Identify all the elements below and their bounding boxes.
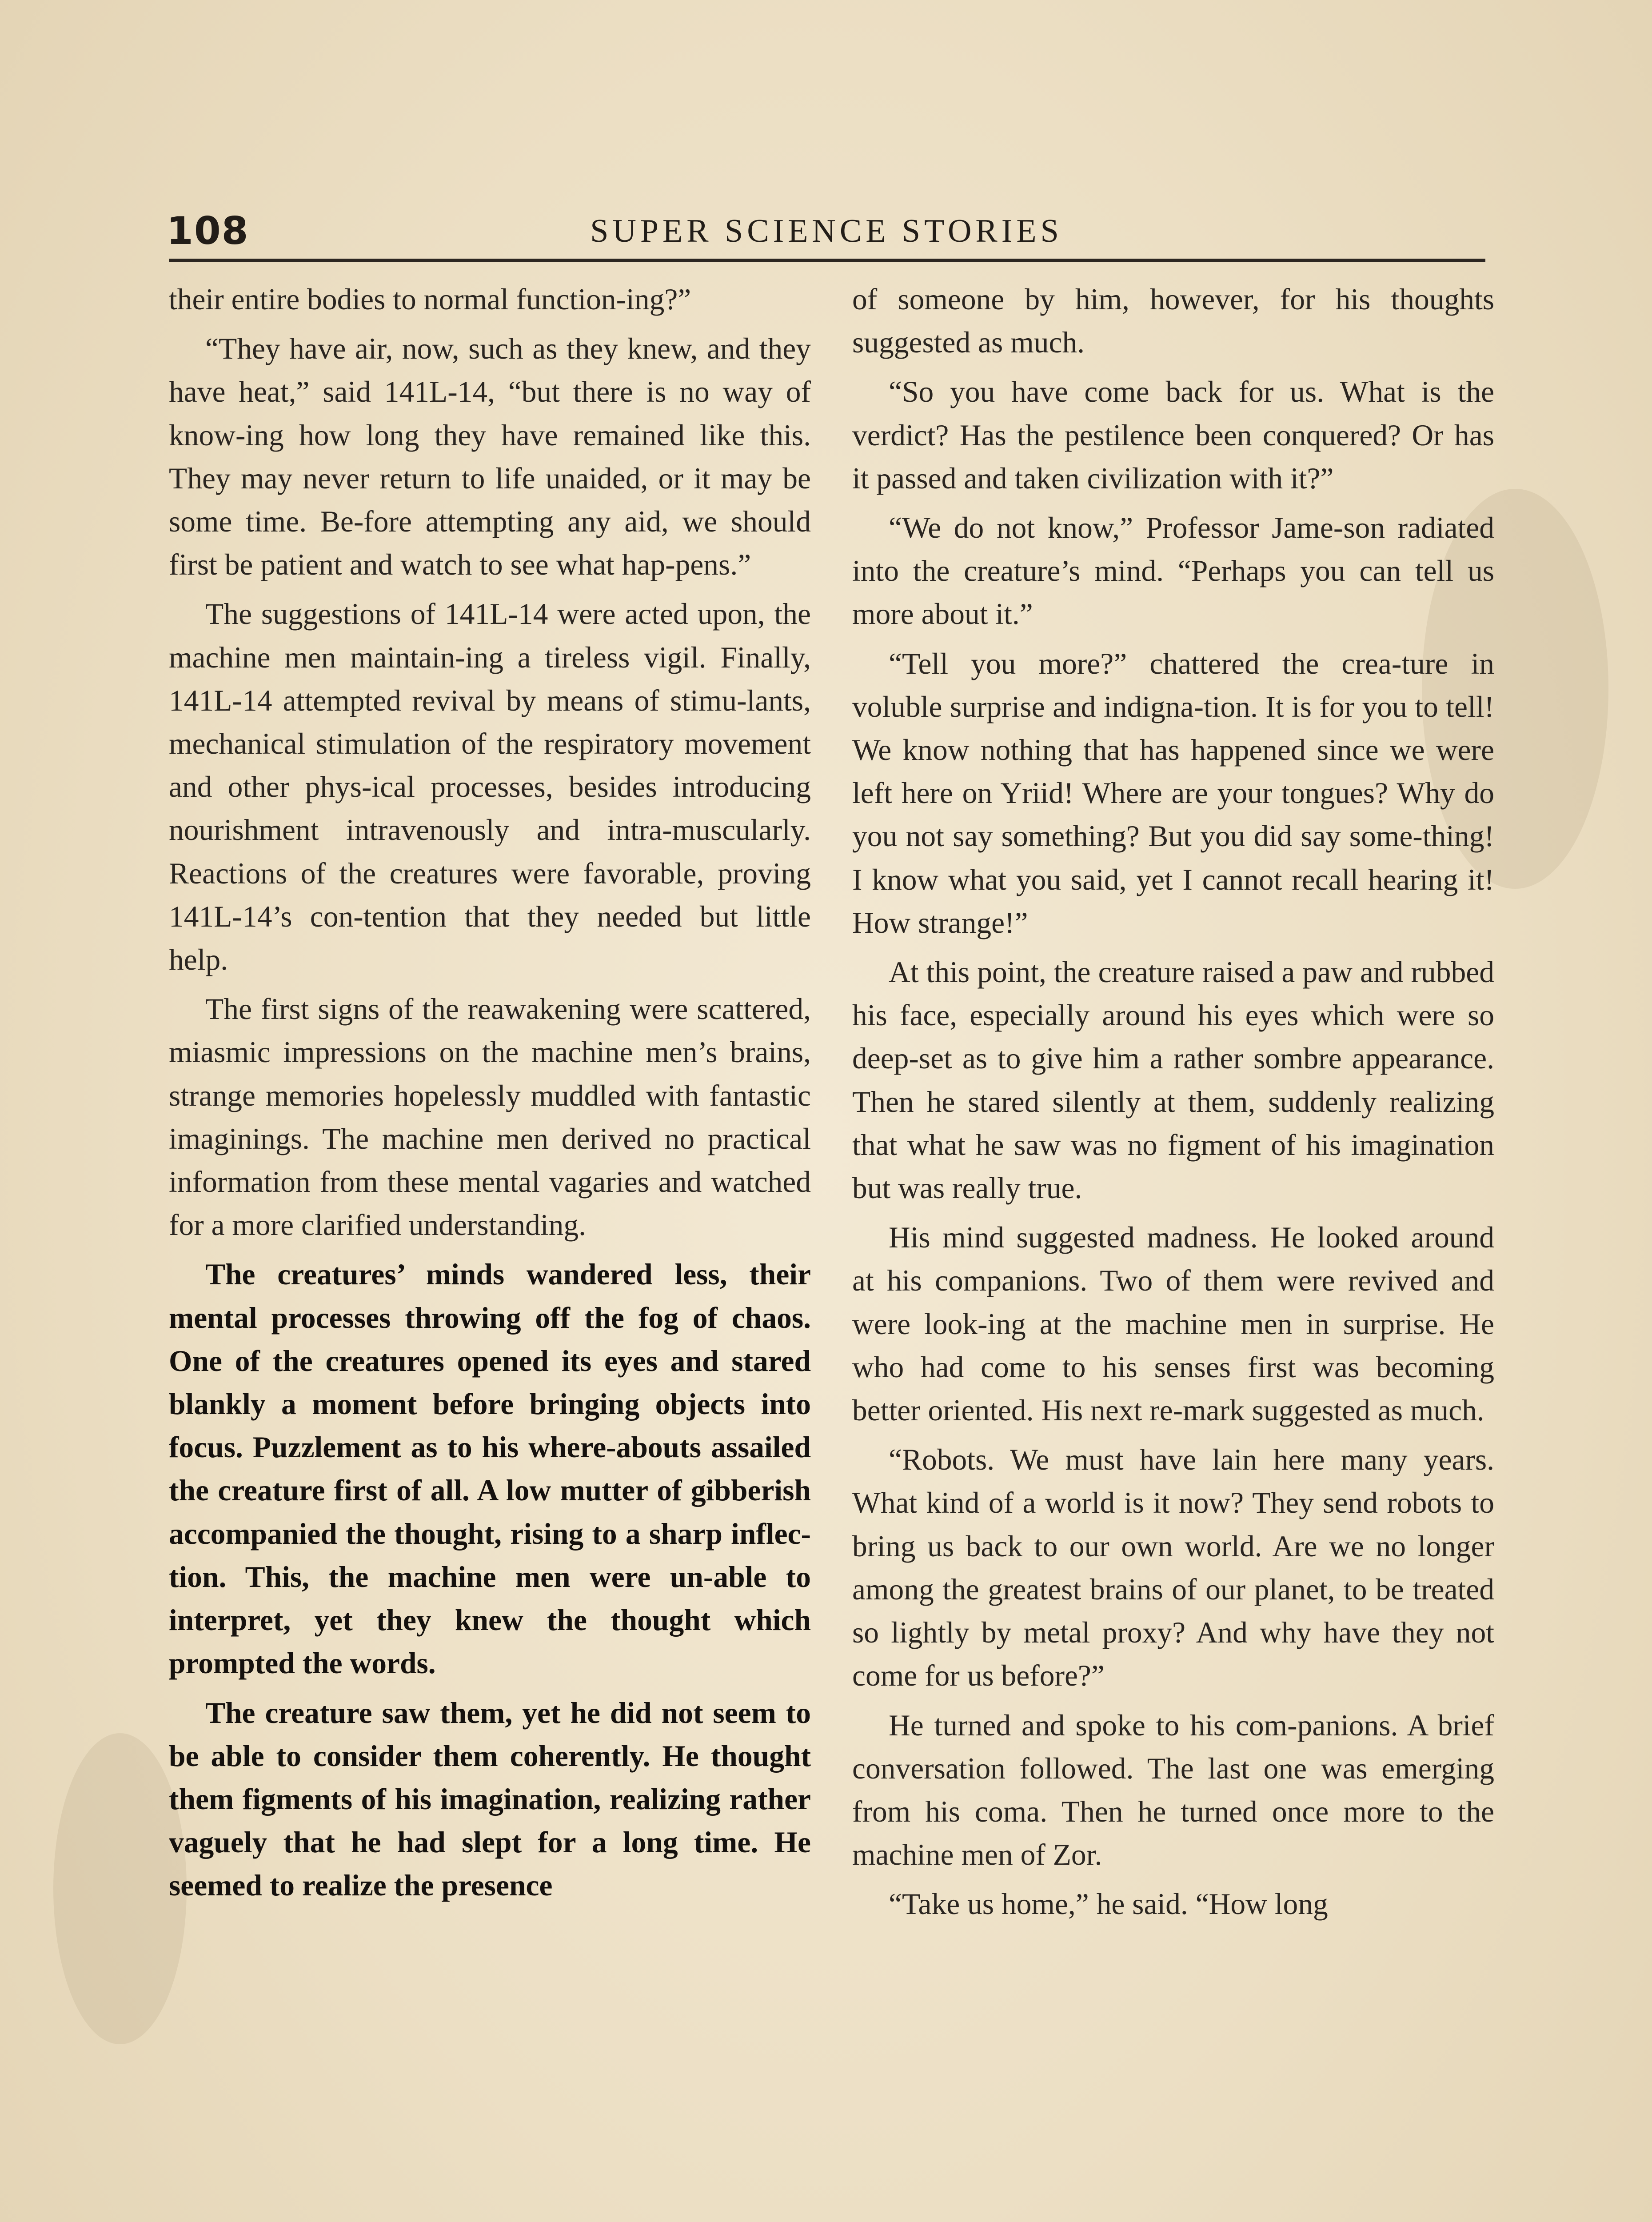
- paragraph: “Robots. We must have lain here many years. What kind of a world is it now? They send robots to bring us back to our own world. Are we no longer among the greatest brains of our planet, to be treated so lightly by metal proxy? And why have they not come for us before?”: [852, 1443, 1494, 1693]
- paragraph: The first signs of the reawakening were scattered, miasmic impressions on the machine men’s brains, strange memories hopelessly muddled with fantastic imaginings. The machine men derived no practical information from these mental vagaries and watched for a more clarified understanding.: [169, 992, 811, 1242]
- paragraph: “We do not know,” Professor Jame-son radiated into the creature’s mind. “Perhaps you can tell us more about it.”: [852, 511, 1494, 631]
- paragraph: At this point, the creature raised a paw and rubbed his face, especially around his eyes which were so deep-set as to give him a rather sombre appearance. Then he stared silently at them, suddenly realizing that what he saw was no figment of his imagination but was really true.: [852, 955, 1494, 1205]
- paragraph: He turned and spoke to his com-panions. A brief conversation followed. The last one was emerging from his coma. Then he turned once more to the machine men of Zor.: [852, 1708, 1494, 1872]
- paragraph: “They have air, now, such as they knew, and they have heat,” said 141L-14, “but there is no way of know-ing how long they have remained like this. They may never return to life unaided, or it may be some time. Be-fore attempting any aid, we should first be patient and watch to see what hap-pens.”: [169, 332, 811, 582]
- paragraph: their entire bodies to normal function-ing?”: [169, 283, 691, 316]
- paragraph: The suggestions of 141L-14 were acted upon, the machine men maintain-ing a tireless vigil. Finally, 141L-14 attempted revival by means of stimu-lants, mechanical stimulation of the respiratory movement and other phys-ical processes, besides introducing nourishment intravenously and intra-muscularly. Reactions of the creatures were favorable, proving 141L-14’s con-tention that they needed but little help.: [169, 597, 811, 977]
- paragraph: “So you have come back for us. What is the verdict? Has the pestilence been conquered? Or has it passed and taken civilization with it?”: [852, 375, 1494, 495]
- paragraph: of someone by him, however, for his thoughts suggested as much.: [852, 283, 1494, 360]
- page-number: 108: [167, 209, 249, 253]
- paragraph: The creatures’ minds wandered less, their mental processes throwing off the fog of chaos. One of the creatures opened its eyes and stared blankly a moment before bringing objects into focus. Puzzlement as to his where-abouts assailed the creature first of all. A low mutter of gibberish accompanied the thought, rising to a sharp inflec-tion. This, the machine men were un-able to interpret, yet they knew the thought which prompted the words.: [169, 1258, 811, 1680]
- running-head: SUPER SCIENCE STORIES: [590, 213, 1063, 249]
- header-rule: [169, 259, 1485, 262]
- paper-stain: [53, 1733, 187, 2044]
- left-column: [169, 278, 811, 1907]
- right-column: [852, 278, 1494, 1926]
- paragraph: The creature saw them, yet he did not seem to be able to consider them coherently. He thought them figments of his imagination, realizing rather vaguely that he had slept for a long time. He seemed to realize the presence: [169, 1696, 811, 1902]
- paragraph: His mind suggested madness. He looked around at his companions. Two of them were revived and were look-ing at the machine men in surprise. He who had come to his senses first was becoming better oriented. His next re-mark suggested as much.: [852, 1221, 1494, 1427]
- paragraph: “Tell you more?” chattered the crea-ture in voluble surprise and indigna-tion. It is for you to tell! We know nothing that has happened since we were left here on Yriid! Where are your tongues? Why do you not say something? But you did say some-thing! I know what you said, yet I cannot recall hearing it! How strange!”: [852, 647, 1494, 939]
- paragraph: “Take us home,” he said. “How long: [889, 1887, 1328, 1921]
